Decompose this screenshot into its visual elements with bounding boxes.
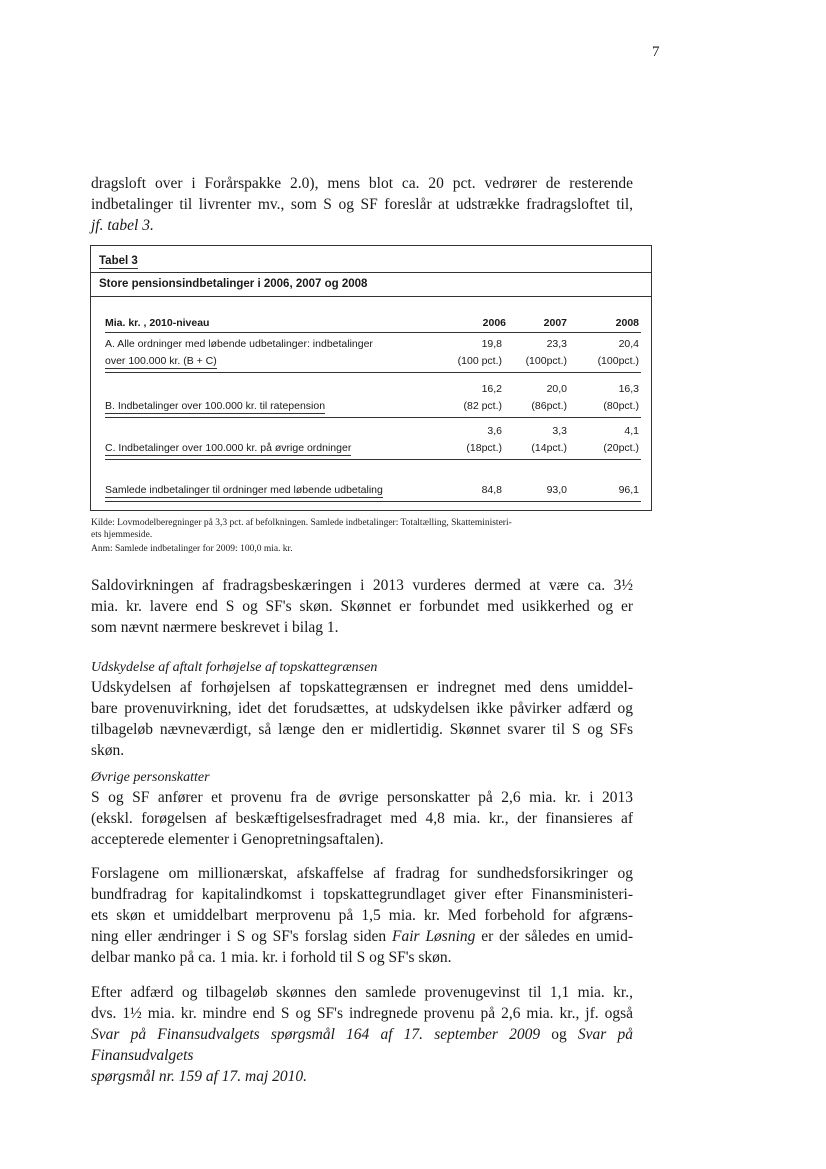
table-cell: 84,8 — [481, 484, 502, 496]
table-cell: (14pct.) — [531, 442, 567, 454]
text-line: accepterede elementer i Genopretningsaftalen). — [91, 831, 384, 848]
table-cell: (18pct.) — [466, 442, 502, 454]
table-title: Store pensionsindbetalinger i 2006, 2007 og 2008 — [99, 278, 368, 290]
table-cell: 20,4 — [618, 338, 639, 350]
table-cell: 20,0 — [546, 383, 567, 395]
text-line: indbetalinger til livrenter mv., som S og SF foreslår at udstrække fradragsloftet til, — [91, 196, 633, 213]
year-header: 2007 — [543, 317, 567, 329]
table-cell: 16,2 — [481, 383, 502, 395]
table-cell: (80pct.) — [603, 400, 639, 412]
table-cell: (100pct.) — [597, 355, 639, 367]
paragraph-ovrige — [91, 787, 633, 850]
italic-reference: Svar på Finansudvalgets — [91, 1026, 633, 1064]
text-line: bare provenuvirkning, idet det forudsættes, at udskydelsen ikke påvirker adfærd og — [91, 700, 633, 717]
row-label: over 100.000 kr. (B + C) — [105, 355, 217, 367]
table-cell: (20pct.) — [603, 442, 639, 454]
text-line: (ekskl. forøgelsen af beskæftigelsesfradraget med 4,8 mia. kr., der finansieres af — [91, 810, 633, 827]
text-line: bundfradrag for kapitalindkomst i topskattegrundlaget giver efter Finansministeri- — [91, 886, 633, 903]
table-cell: 16,3 — [618, 383, 639, 395]
text-line: dvs. 1½ mia. kr. mindre end S og SF's indregnede provenu på 2,6 mia. kr., jf. også — [91, 1005, 633, 1022]
text-line: som nævnt nærmere beskrevet i bilag 1. — [91, 619, 339, 636]
text-line: ets skøn et umiddelbart merprovenu på 1,5 mia. kr. Med forbehold for afgræns- — [91, 907, 633, 924]
section-heading: Øvrige personskatter — [91, 770, 210, 785]
year-header: 2008 — [615, 317, 639, 329]
text-line: skøn. — [91, 742, 125, 759]
paragraph-efter — [91, 982, 633, 1087]
table-source — [91, 517, 512, 555]
table-cell: 3,6 — [487, 425, 502, 437]
source-line: Anm: Samlede indbetalinger for 2009: 100,0 mia. kr. — [91, 544, 293, 554]
table-cell: 4,1 — [624, 425, 639, 437]
table-cell: 96,1 — [618, 484, 639, 496]
text-line: Saldovirkningen af fradragsbeskæringen i 2013 vurderes dermed at være ca. 3½ — [91, 577, 633, 594]
text-line: dragsloft over i Forårspakke 2.0), mens blot ca. 20 pct. vedrører de resterende — [91, 175, 633, 192]
italic-reference: spørgsmål nr. 159 af 17. maj 2010. — [91, 1068, 308, 1085]
text-line: delbar manko på ca. 1 mia. kr. i forhold til S og SF's skøn. — [91, 949, 452, 966]
paragraph-saldo — [91, 575, 633, 638]
unit-header: Mia. kr. , 2010-niveau — [105, 317, 210, 329]
section-heading: Udskydelse af aftalt forhøjelse af topskattegrænsen — [91, 660, 378, 675]
text-line: S og SF anfører et provenu fra de øvrige personskatter på 2,6 mia. kr. i 2013 — [91, 789, 633, 806]
text-line: tilbageløb nævneværdigt, så længe den er midlertidig. Skønnet svarer til S og SFs — [91, 721, 633, 738]
paragraph-udskydelse — [91, 677, 633, 761]
table-cell: (100 pct.) — [457, 355, 502, 367]
table-cell: (86pct.) — [531, 400, 567, 412]
paragraph-forslag — [91, 863, 633, 968]
text-line: Udskydelsen af forhøjelsen af topskattegrænsen er indregnet med dens umiddel- — [91, 679, 633, 696]
row-label: C. Indbetalinger over 100.000 kr. på øvrige ordninger — [105, 442, 352, 454]
intro-paragraph — [91, 173, 633, 236]
source-line: ets hjemmeside. — [91, 530, 153, 540]
table-cell: (100pct.) — [525, 355, 567, 367]
text-line: ning eller ændringer i S og SF's forslag siden Fair Løsning er der således en umid- — [91, 928, 633, 945]
table-cell: 19,8 — [481, 338, 502, 350]
total-label: Samlede indbetalinger til ordninger med løbende udbetaling — [105, 484, 383, 496]
table-cell: (82 pct.) — [463, 400, 502, 412]
row-label: A. Alle ordninger med løbende udbetalinger: indbetalinger — [105, 338, 373, 350]
table-cell: 3,3 — [552, 425, 567, 437]
table-3 — [90, 245, 652, 511]
page-number: 7 — [652, 44, 660, 60]
table-reference: jf. tabel 3. — [91, 217, 154, 234]
text-line: Svar på Finansudvalgets spørgsmål 164 af 17. september 2009 og Svar på Finansudvalgets — [91, 1026, 633, 1064]
table-cell: 23,3 — [546, 338, 567, 350]
italic-reference: Svar på Finansudvalgets spørgsmål 164 af 17. september 2009 — [91, 1026, 541, 1043]
table-cell: 93,0 — [546, 484, 567, 496]
text-line: mia. kr. lavere end S og SF's skøn. Skønnet er forbundet med usikkerhed og er — [91, 598, 633, 615]
text-line: Efter adfærd og tilbageløb skønnes den samlede provenugevinst til 1,1 mia. kr., — [91, 984, 633, 1001]
year-header: 2006 — [482, 317, 506, 329]
row-label: B. Indbetalinger over 100.000 kr. til ratepension — [105, 400, 326, 412]
table-label: Tabel 3 — [99, 255, 138, 267]
source-line: Kilde: Lovmodelberegninger på 3,3 pct. af befolkningen. Samlede indbetalinger: Totaltælling, Skatteministeri- — [91, 518, 512, 528]
text-line: Forslagene om millionærskat, afskaffelse af fradrag for sundhedsforsikringer og — [91, 865, 633, 882]
italic-reference: Fair Løsning — [392, 928, 476, 945]
